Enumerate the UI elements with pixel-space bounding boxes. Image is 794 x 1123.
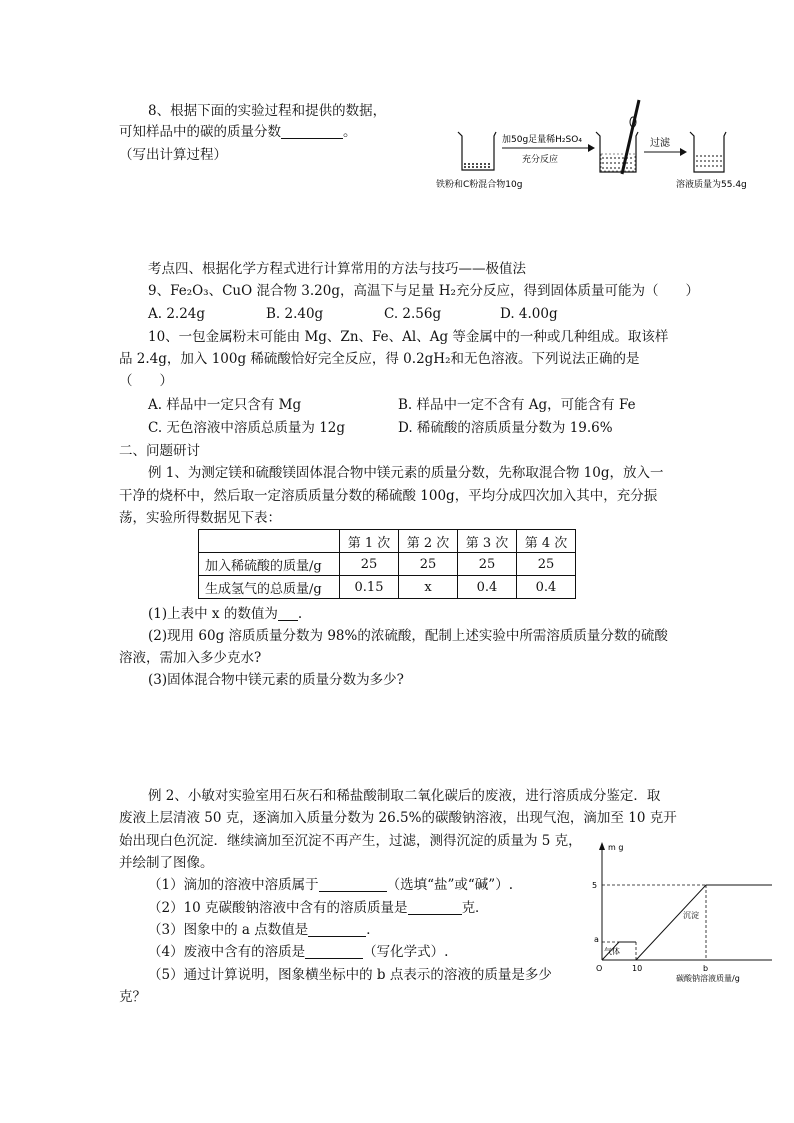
ex1-q3: (3)固体混合物中镁元素的质量分数为多少? — [148, 672, 404, 688]
table-cell: 25 — [340, 553, 399, 576]
label-step1-bottom: 充分反应 — [522, 155, 559, 165]
table-cell: 25 — [458, 553, 517, 576]
ex2-q2 — [148, 898, 489, 918]
ex1-q2-line1: (2)现用 60g 溶质质量分数为 98%的浓硫酸，配制上述实验中所需溶质质量分数的硫酸 — [148, 628, 668, 644]
table-cell: 第 2 次 — [399, 530, 458, 553]
curve-label-gas: 气体 — [604, 947, 620, 956]
ex2-q2-suffix: 克． — [461, 900, 489, 916]
section4-title: 考点四、根据化学方程式进行计算常用的方法与技巧——极值法 — [148, 261, 526, 277]
ex2-graph — [588, 838, 778, 986]
label-step2: 过滤 — [650, 138, 670, 149]
table-cell — [199, 530, 340, 553]
ex2-line4: 并绘制了图像。 — [119, 855, 214, 871]
x-axis-label: 碳酸钠溶液质量/g — [676, 974, 740, 983]
ex1-line3: 荡，实验所得数据见下表： — [119, 510, 281, 526]
table-header-row — [199, 530, 576, 553]
ex2-line1: 例 2、小敏对实验室用石灰石和稀盐酸制取二氧化碳后的废液，进行溶质成分鉴定．取 — [148, 788, 661, 804]
ex2-q4-prefix: （4）废液中含有的溶质是 — [148, 944, 306, 960]
table-cell: 0.4 — [517, 576, 576, 599]
label-sample: 铁粉和C粉混合物10g — [436, 180, 523, 190]
q8-line1: 8、根据下面的实验过程和提供的数据， — [148, 103, 387, 119]
table-cell: 第 1 次 — [340, 530, 399, 553]
beaker-filtrate — [690, 132, 726, 172]
table-cell: 加入稀硫酸的质量/g — [199, 553, 340, 576]
q8-line2-prefix: 可知样品中的碳的质量分数 — [119, 124, 281, 140]
x-tick-10: 10 — [632, 964, 643, 973]
q10-option-a: A. 样品中一定只含有 Mg — [148, 397, 302, 413]
y-axis-label: m g — [608, 843, 624, 852]
q10-option-b: B. 样品中一定不含有 Ag，可能含有 Fe — [398, 397, 636, 413]
ex1-q1-blank[interactable] — [278, 606, 298, 621]
ex1-line2: 干净的烧杯中，然后取一定溶质质量分数的稀硫酸 100g，平均分成四次加入其中，充分振 — [119, 488, 658, 504]
table-cell: 第 4 次 — [517, 530, 576, 553]
q9-option-d: D. 4.00g — [500, 306, 558, 322]
ex2-q1-blank[interactable] — [319, 877, 387, 892]
arrow-head-icon — [680, 148, 687, 156]
q9-option-c: C. 2.56g — [384, 306, 442, 322]
ex2-q1 — [148, 875, 513, 895]
q8-experiment-diagram — [428, 94, 758, 194]
y-tick-5: 5 — [592, 881, 598, 890]
table-cell: 生成氢气的总质量/g — [199, 576, 340, 599]
origin-label: O — [596, 964, 603, 973]
section2-title: 二、问题研讨 — [119, 443, 200, 459]
ex2-q3 — [148, 920, 380, 940]
ex1-q2-line2: 溶液，需加入多少克水? — [119, 650, 262, 666]
ex2-line2: 废液上层清液 50 克，逐滴加入质量分数为 26.5%的碳酸钠溶液，出现气泡，滴加至 10 克开 — [119, 810, 677, 826]
table-row — [199, 576, 576, 599]
ex2-q1-suffix: （选填“盐”或“碱”）. — [386, 877, 513, 893]
table-cell: 第 3 次 — [458, 530, 517, 553]
q8-line2-suffix: 。 — [343, 124, 357, 140]
ex2-q5-line2: 克？ — [119, 989, 146, 1005]
ex1-line1: 例 1、为测定镁和硫酸镁固体混合物中镁元素的质量分数，先称取混合物 10g，放入一 — [148, 465, 664, 481]
q8-line3: （写出计算过程） — [119, 147, 227, 163]
label-step1-top: 加50g足量稀H₂SO₄ — [502, 135, 582, 145]
ex2-q3-prefix: （3）图象中的 a 点数值是 — [148, 922, 309, 938]
arrow-head-icon — [588, 144, 595, 152]
beaker-reaction — [596, 100, 639, 174]
table-cell: 0.15 — [340, 576, 399, 599]
q10-line1: 10、一包金属粉末可能由 Mg、Zn、Fe、Al、Ag 等金属中的一种或几种组成。取该样 — [148, 329, 669, 345]
ex2-q5-line1: （5）通过计算说明，图象横坐标中的 b 点表示的溶液的质量是多少 — [148, 967, 552, 983]
ex2-q3-suffix: ． — [366, 922, 380, 938]
label-solution: 溶液质量为55.4g — [676, 180, 747, 190]
q10-line3: （ ） — [119, 373, 173, 389]
ex2-q3-blank[interactable] — [308, 922, 366, 937]
beaker-sample — [458, 132, 496, 170]
q8-line2 — [119, 122, 357, 142]
q9-option-b: B. 2.40g — [266, 306, 324, 322]
q10-option-d: D. 稀硫酸的溶质质量分数为 19.6% — [398, 420, 613, 436]
ex1-q1-end: . — [297, 606, 303, 622]
ex2-q4-suffix: （写化学式）. — [363, 944, 449, 960]
q9-stem: 9、Fe₂O₃、CuO 混合物 3.20g，高温下与足量 H₂充分反应，得到固体质量可能为（ ） — [148, 283, 699, 299]
table-cell: 25 — [399, 553, 458, 576]
ex2-q4-blank[interactable] — [305, 944, 363, 959]
q9-option-a: A. 2.24g — [148, 306, 206, 322]
ex1-q1-text: (1)上表中 x 的数值为 — [148, 606, 278, 622]
ex2-q1-prefix: （1）滴加的溶液中溶质属于 — [148, 877, 319, 893]
x-tick-b: b — [703, 964, 709, 973]
table-cell: x — [399, 576, 458, 599]
y-tick-a: a — [594, 935, 599, 944]
q8-answer-blank[interactable] — [281, 124, 343, 139]
ex1-q1 — [148, 604, 302, 624]
table-row — [199, 553, 576, 576]
table-cell: 0.4 — [458, 576, 517, 599]
y-axis-arrow-icon — [599, 842, 605, 850]
ex1-data-table — [198, 529, 576, 599]
ex2-q2-blank[interactable] — [408, 900, 462, 915]
ex2-q4 — [148, 942, 448, 962]
table-cell: 25 — [517, 553, 576, 576]
q10-option-c: C. 无色溶液中溶质总质量为 12g — [148, 420, 346, 436]
q10-line2: 品 2.4g，加入 100g 稀硫酸恰好完全反应，得 0.2gH₂和无色溶液。下列说法正确的是 — [119, 351, 640, 367]
ex2-line3: 始出现白色沉淀．继续滴加至沉淀不再产生，过滤，测得沉淀的质量为 5 克， — [119, 833, 582, 849]
precipitate-curve — [636, 885, 772, 960]
ex2-q2-prefix: （2）10 克碳酸钠溶液中含有的溶质质量是 — [148, 900, 408, 916]
curve-label-precipitate: 沉淀 — [683, 911, 699, 920]
